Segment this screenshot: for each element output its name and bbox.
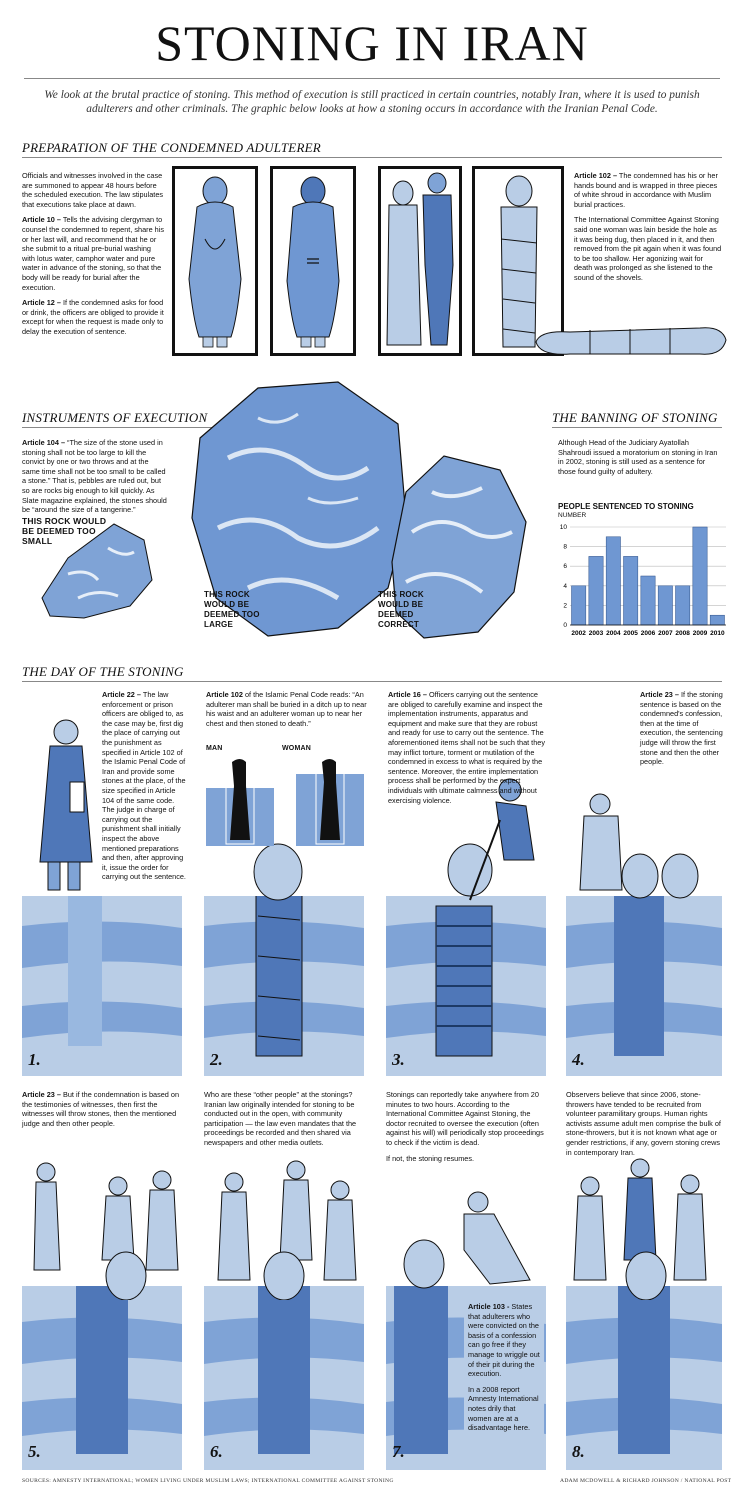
step-number-6: 6.: [210, 1442, 223, 1461]
banning-heading: THE BANNING OF STONING: [552, 410, 718, 425]
step-number-5: 5.: [28, 1442, 41, 1461]
doctor-checking-illustration: [390, 1180, 540, 1290]
chart-xtick-label: 2008: [675, 630, 690, 637]
chart-ytick-label: 10: [559, 524, 567, 531]
chart-bar: [676, 586, 690, 625]
instruments-text: [22, 438, 168, 515]
day-s2-label: Article 102: [206, 690, 243, 699]
instruments-heading: INSTRUMENTS OF EXECUTION: [22, 410, 208, 425]
day-s7c: States that adulterers who were convicted on the basis of a confession can go free if they manage to wriggle out of their pit during the execution.: [468, 1302, 540, 1379]
panel-6: [204, 1286, 364, 1470]
sources-line: SOURCES: AMNESTY INTERNATIONAL; WOMEN LIVING UNDER MUSLIM LAWS; INTERNATIONAL COMMITTEE AGAINST STONING: [22, 1478, 394, 1484]
page-title: STONING IN IRAN: [155, 15, 589, 71]
step-number-3: 3.: [392, 1050, 405, 1069]
rock-large-label: THIS ROCK WOULD BE DEEMED TOO LARGE: [204, 590, 260, 629]
day-s2: of the Islamic Penal Code reads: “An adulterer man shall be buried in a ditch up to near his waist and an adulterer woman up to near her chest and then stoned to death.”: [206, 690, 367, 728]
chart-bar: [572, 586, 586, 625]
day-s5-text: [22, 1090, 182, 1128]
instruments-text-label: Article 104 –: [22, 438, 65, 447]
crowd-throwing-illustration: [204, 1150, 368, 1300]
day-s7d: In a 2008 report Amnesty International notes drily that women are at a disadvantage here.: [468, 1384, 539, 1433]
witnesses-throwing-illustration: [22, 1150, 192, 1300]
prep-heading: PREPARATION OF THE CONDEMNED ADULTERER: [22, 140, 321, 155]
instruments-text-body: “The size of the stone used in stoning shall not be too large to kill the convict by one or two throws and at the same time shall not be too small to be called a stone.” That is, pebbles are ruled out, but so are rocks big enough to kill quickly. As Slate magazine explained, the stones should be “around the size of a tangerine.”: [22, 438, 167, 515]
step-number-1: 1.: [28, 1050, 41, 1069]
chart-ylabel: NUMBER: [558, 512, 587, 519]
panel-3: [386, 896, 546, 1076]
wrapping-shroud-illustration: [381, 169, 459, 353]
prep-p3-label: Article 12 –: [22, 298, 61, 308]
woman-shroud-front-illustration: [175, 169, 255, 353]
panel-4-ground: [566, 896, 722, 1076]
prep-left-text: [22, 171, 164, 337]
chart-xtick-label: 2003: [588, 630, 604, 637]
chart-xtick-label: 2009: [692, 630, 708, 637]
day-heading: THE DAY OF THE STONING: [22, 664, 184, 679]
prep-p1: Officials and witnesses involved in the case are summoned to appear 48 hours before the scheduled execution. The law stipulates that executions take place at dawn.: [22, 171, 164, 209]
day-s7-text: [386, 1090, 546, 1163]
wrapped-lying-illustration: [530, 318, 730, 362]
chart-xtick-label: 2007: [658, 630, 673, 637]
day-s7: Stonings can reportedly take anywhere from 20 minutes to two hours. According to the International Committee Against Stoning, the doctor recruited to oversee the execution (often against his will) will periodically stop proceedings to check if the victim is dead.: [386, 1090, 544, 1147]
title-rule: [24, 78, 720, 79]
chart-xtick-label: 2002: [571, 630, 586, 637]
panel-4: [566, 896, 722, 1076]
day-s6: Who are these “other people” at the stonings? Iranian law originally intended for stoning to be conducted out in the open, with community participation — the law even mandates that the proceedings be recorded and then shared via newspapers and other media outlets.: [204, 1090, 357, 1147]
day-s4-text: [640, 690, 724, 767]
stoning-chart: [558, 502, 728, 644]
chart-bar: [624, 556, 638, 625]
step-number-2: 2.: [210, 1050, 223, 1069]
rock-small: [38, 518, 156, 622]
day-s3: Officers carrying out the sentence are obliged to carefully examine and inspect the implementation instruments, apparatus and equipment and make sure that they are robust and ready for use to carry out the sentence. The aforementioned items shall not be such that they may inflict torture, torment or mutilation of the condemned in excess to what is required by the sentence. Moreover, the entire implementation process shall be performed by the expert individuals with ultimate calmness and without exercising violence.: [388, 690, 545, 805]
article-103-box: [464, 1298, 544, 1458]
panel-3-ground: [386, 896, 546, 1076]
man-label: MAN: [206, 745, 223, 752]
woman-bound-back-illustration: [273, 169, 353, 353]
panel-8: [566, 1286, 722, 1470]
judge-throwing-illustration: [570, 790, 720, 900]
chart-ytick-label: 4: [563, 582, 567, 590]
chart-bar: [589, 556, 603, 625]
day-s3-text: [388, 690, 548, 805]
stoning-crew-illustration: [566, 1150, 724, 1300]
day-s2-text: [206, 690, 374, 728]
prep-rule: [22, 157, 722, 158]
panel-8-ground: [566, 1286, 722, 1470]
prep-r1: The condemned has his or her hands bound and is wrapped in three pieces of white shroud in accordance with Muslim burial practices.: [574, 171, 718, 209]
prep-p2: Tells the advising clergyman to counsel the condemned to repent, share his or her last will, and recommend that he or she submit to a ritual pre-burial washing with lotus water, camphor water and pure water in advance of the stoning, so that the body will be ready for burial after the execution.: [22, 215, 164, 292]
panel-2: [204, 896, 364, 1076]
chart-ytick-label: 8: [563, 543, 567, 551]
chart-bar: [658, 586, 672, 625]
day-s4: If the stoning sentence is based on the condemned's confession, then at the time of execution, the sentencing judge will throw the first stone and then the other people.: [640, 690, 723, 767]
prep-figure-frame-2: [270, 166, 356, 356]
panel-5-ground: [22, 1286, 182, 1470]
banning-rule: [552, 427, 722, 428]
banning-text: Although Head of the Judiciary Ayatollah Shahroudi issued a moratorium on stoning in Iran in 2002, stoning is still used as a sentence for those found guilty of adultery.: [558, 438, 718, 476]
chart-xtick-label: 2005: [623, 630, 638, 637]
day-s7c-label: Article 103 -: [468, 1302, 510, 1311]
chart-xtick-label: 2006: [640, 630, 656, 637]
credit-line: ADAM MCDOWELL & RICHARD JOHNSON / NATIONAL POST: [560, 1478, 732, 1484]
chart-ytick-label: 0: [563, 622, 567, 629]
chart-bar: [641, 576, 655, 625]
chart-ytick-label: 2: [563, 602, 567, 610]
panel-5: [22, 1286, 182, 1470]
panel-1: [22, 896, 182, 1076]
day-s1: The law enforcement or prison officers are obliged to, as the case may be, first dig the place of carrying out the punishment as specified in Article 102 of the Islamic Penal Code of Iran and provide some stones at the place, of the size specified in Article 104 of the same code. The judge in charge of carrying out the punishment shall initially inspect the above mentioned preparations and then, after approving it, issue the order for carrying out the sentence.: [102, 690, 186, 882]
chart-xtick-label: 2004: [606, 630, 621, 637]
day-s7b: If not, the stoning resumes.: [386, 1153, 475, 1163]
prep-r1-label: Article 102 –: [574, 171, 617, 180]
burial-depth-diagram: [206, 756, 366, 846]
day-s1-text: [102, 690, 186, 882]
rock-small-label: THIS ROCK WOULD BE DEEMED TOO SMALL: [22, 516, 107, 546]
step-number-8: 8.: [572, 1442, 585, 1461]
chart-ytick-label: 6: [563, 563, 567, 571]
chart-bar: [710, 615, 724, 625]
prep-p3: If the condemned asks for food or drink, the officers are obliged to provide it except for when the request is made only to delay the execution of sentence.: [22, 298, 164, 336]
chart-plot: [558, 519, 728, 641]
chart-xtick-label: 2010: [710, 630, 725, 637]
prep-r2: The International Committee Against Stoning said one woman was lain beside the hole as it was being dug, then placed in it, and then removed from the pit again when it was found to be too shallow. Her agonizing wait for death was prolonged as she listened to the sound of the shovels.: [574, 215, 722, 282]
woman-label: WOMAN: [282, 745, 311, 752]
intro-text: We look at the brutal practice of stoning. This method of execution is still practiced in certain countries, notably Iran, where it is used to punish adulterers and other criminals. The graphic below looks at how a stoning occurs in accordance with the Iranian Penal Code.: [44, 89, 700, 115]
day-s1-label: Article 22 –: [102, 690, 141, 699]
panel-1-ground: [22, 896, 182, 1076]
chart-bar: [693, 527, 707, 625]
panel-2-ground: [204, 896, 364, 1076]
chart-bar: [606, 537, 620, 625]
prep-p2-label: Article 10 –: [22, 215, 61, 225]
day-s5: But if the condemnation is based on the testimonies of witnesses, then first the witnesses will throw stones, then the mentioned judge and then other people.: [22, 1090, 180, 1128]
day-s4-label: Article 23 –: [640, 690, 679, 699]
prep-figure-frame-3: [378, 166, 462, 356]
day-s5-label: Article 23 –: [22, 1090, 61, 1099]
rock-correct-label: THIS ROCK WOULD BE DEEMED CORRECT: [378, 590, 424, 629]
wrapped-head-illustration: [248, 842, 308, 902]
prep-right-text: [574, 171, 722, 283]
day-s8: Observers believe that since 2006, stone-throwers have tended to be recruited from volunteer paramilitary groups. Human rights activists assume adult men comprise the bulk of stone-throwers, but it is not known what age or gender restrictions, if any, govern stoning crews in contemporary Iran.: [566, 1090, 721, 1157]
prep-figure-frame-1: [172, 166, 258, 356]
step-number-4: 4.: [572, 1050, 585, 1069]
day-rule: [22, 681, 722, 682]
chart-title: PEOPLE SENTENCED TO STONING: [558, 502, 694, 511]
step-number-7: 7.: [392, 1442, 405, 1461]
panel-6-ground: [204, 1286, 364, 1470]
day-s3-label: Article 16 –: [388, 690, 427, 699]
judge-illustration: [30, 712, 100, 894]
